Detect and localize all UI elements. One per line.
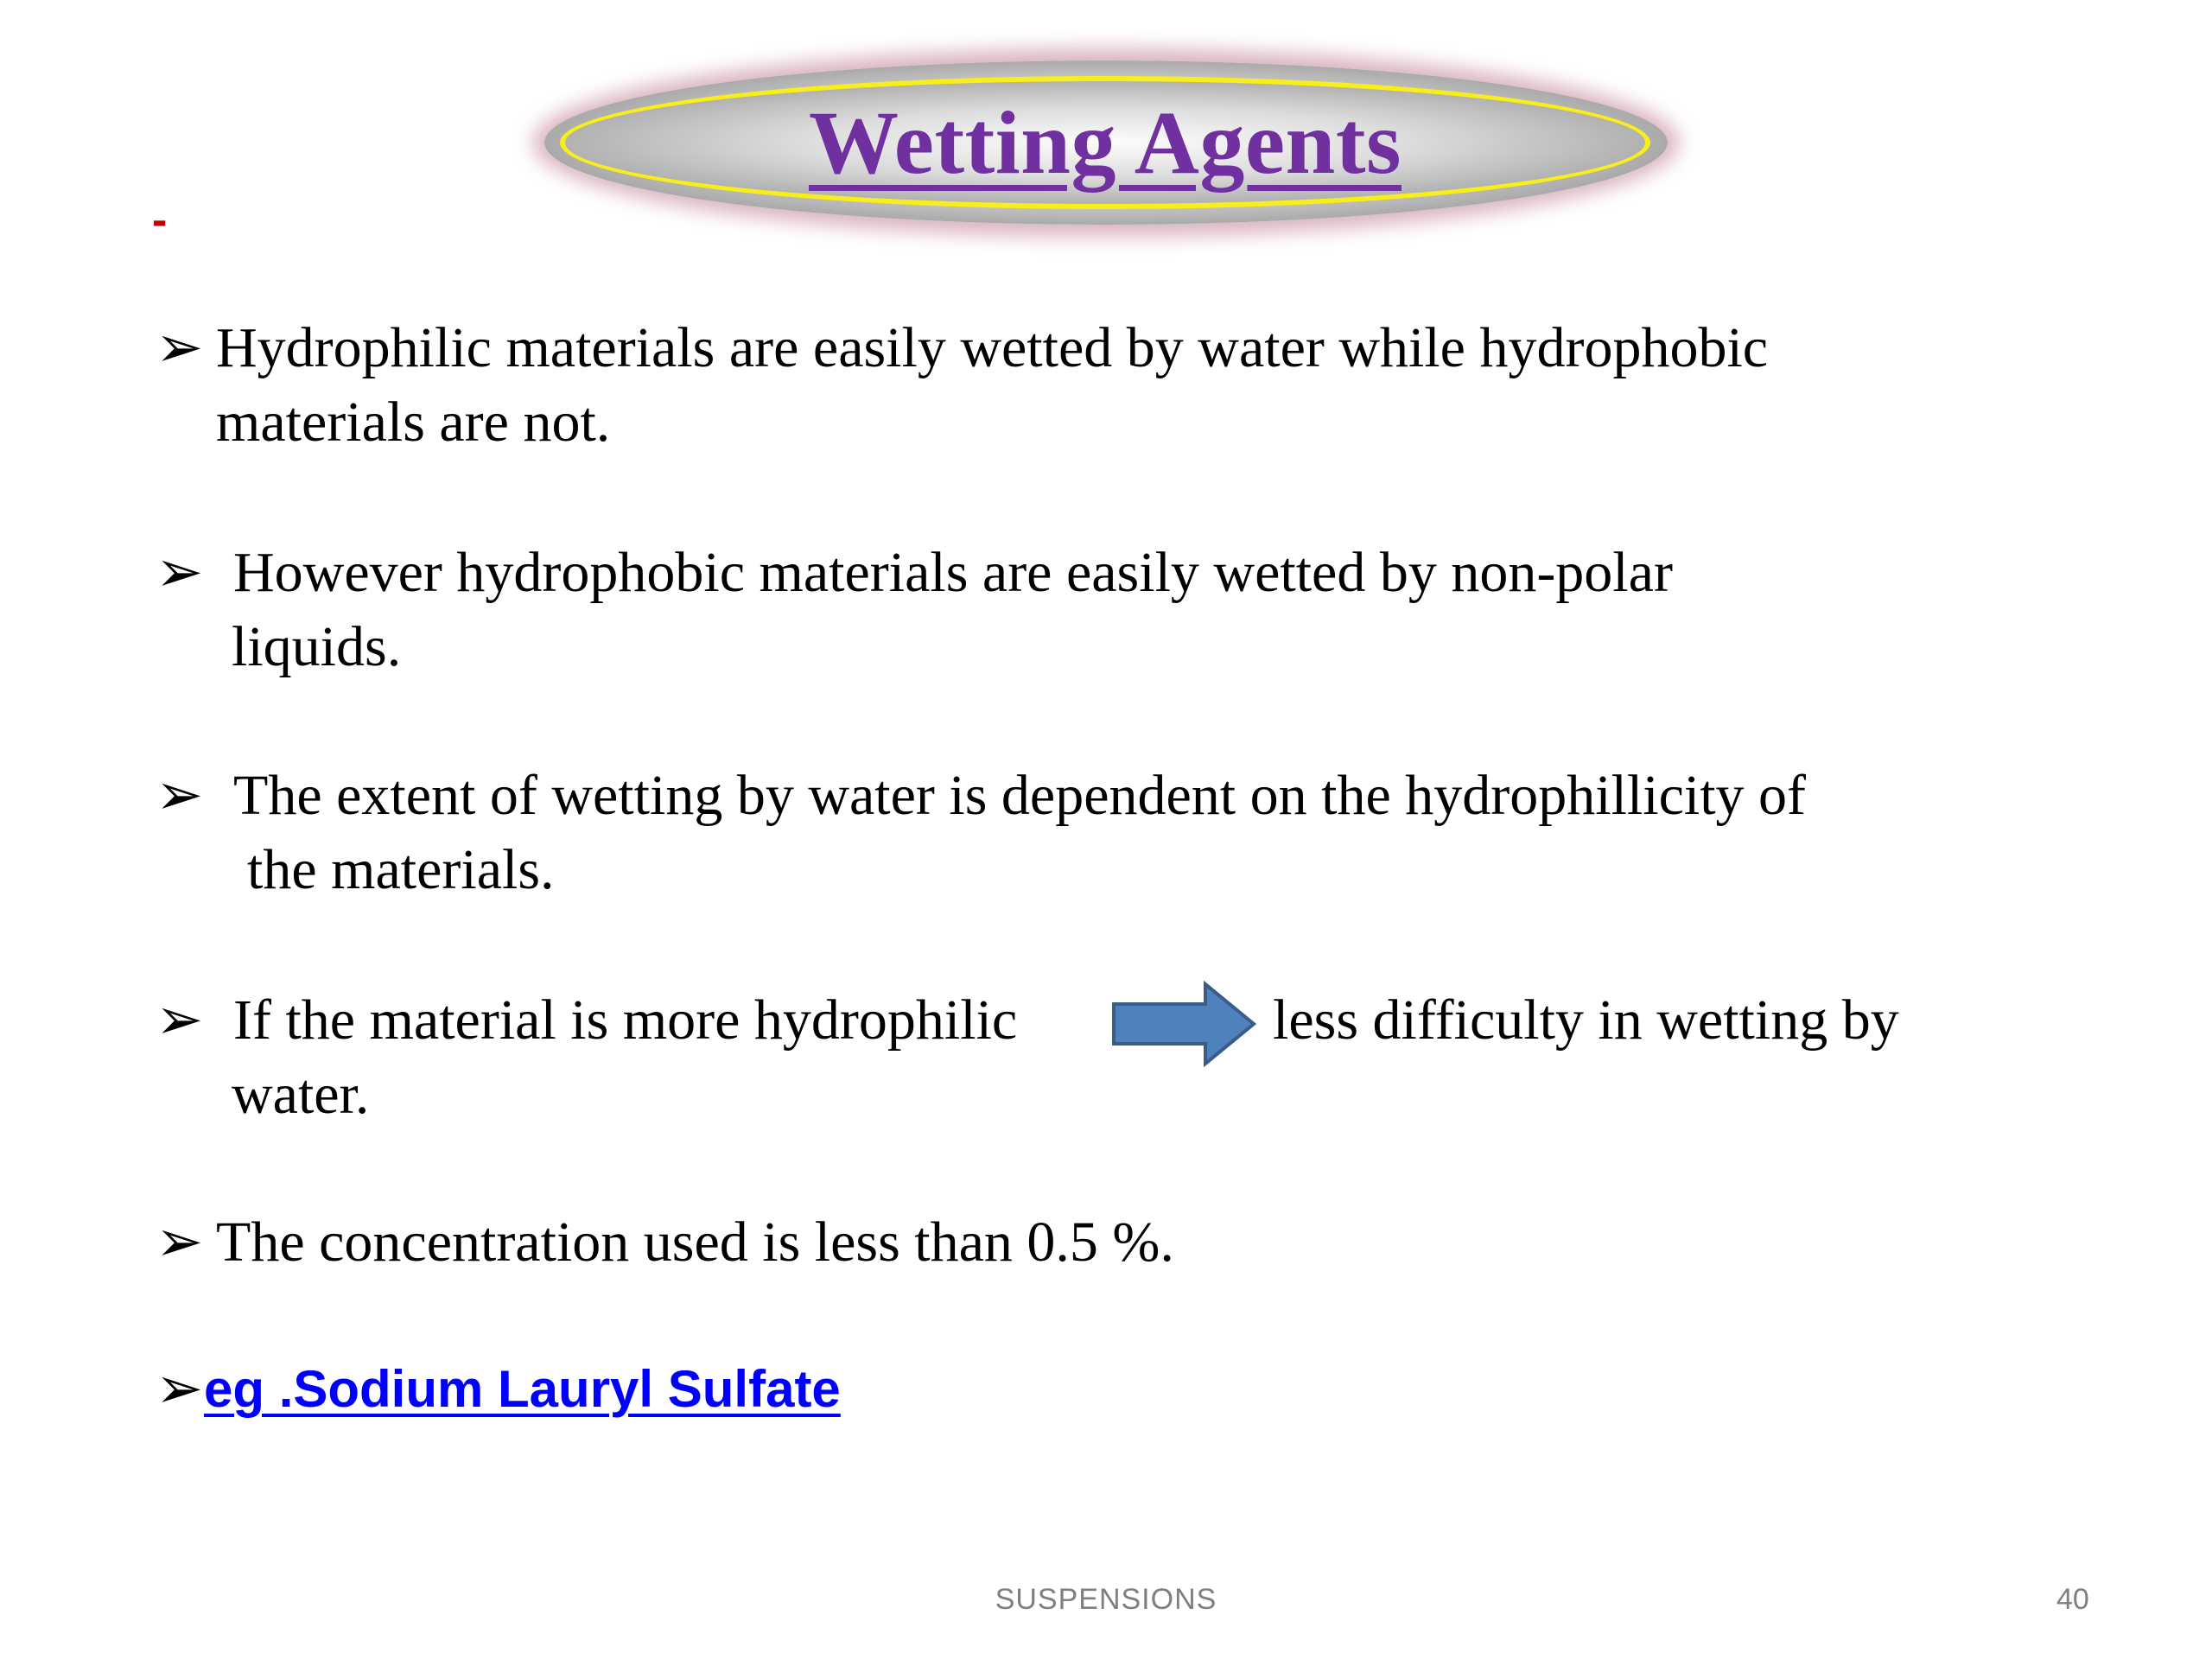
right-arrow-icon — [1110, 981, 1257, 1067]
arrowhead-bullet-icon: ➢ — [156, 988, 204, 1052]
red-dash-mark: - — [152, 195, 168, 245]
arrowhead-bullet-icon: ➢ — [156, 1211, 204, 1274]
bullet-text-continued: water. — [232, 1063, 370, 1126]
arrowhead-bullet-icon: ➢ — [156, 316, 204, 379]
example-link[interactable]: eg .Sodium Lauryl Sulfate — [204, 1360, 841, 1418]
bullet-text: The extent of wetting by water is dependent on the hydrophillicity of — [233, 764, 1807, 827]
arrowhead-bullet-icon: ➢ — [156, 541, 204, 604]
bullet-text-cause: If the material is more hydrophilic — [233, 988, 1018, 1052]
bullet-text: The concentration used is less than 0.5 %. — [216, 1211, 1174, 1274]
bullet-text-continued: the materials. — [247, 838, 555, 901]
bullet-text: Hydrophilic materials are easily wetted by water while hydrophobic — [216, 316, 1769, 379]
bullet-text-continued: materials are not. — [216, 391, 611, 454]
right-arrow-shape — [1114, 984, 1254, 1064]
slide-title: Wetting Agents — [809, 92, 1402, 193]
page-number: 40 — [2056, 1583, 2089, 1616]
bullet-text-effect: less difficulty in wetting by — [1273, 988, 1899, 1052]
bullet-text-continued: liquids. — [232, 615, 402, 678]
arrowhead-bullet-icon: ➢ — [156, 1357, 204, 1421]
arrowhead-bullet-icon: ➢ — [156, 764, 204, 827]
footer-title: SUSPENSIONS — [995, 1583, 1217, 1616]
bullet-text: However hydrophobic materials are easily wetted by non-polar — [233, 541, 1673, 604]
